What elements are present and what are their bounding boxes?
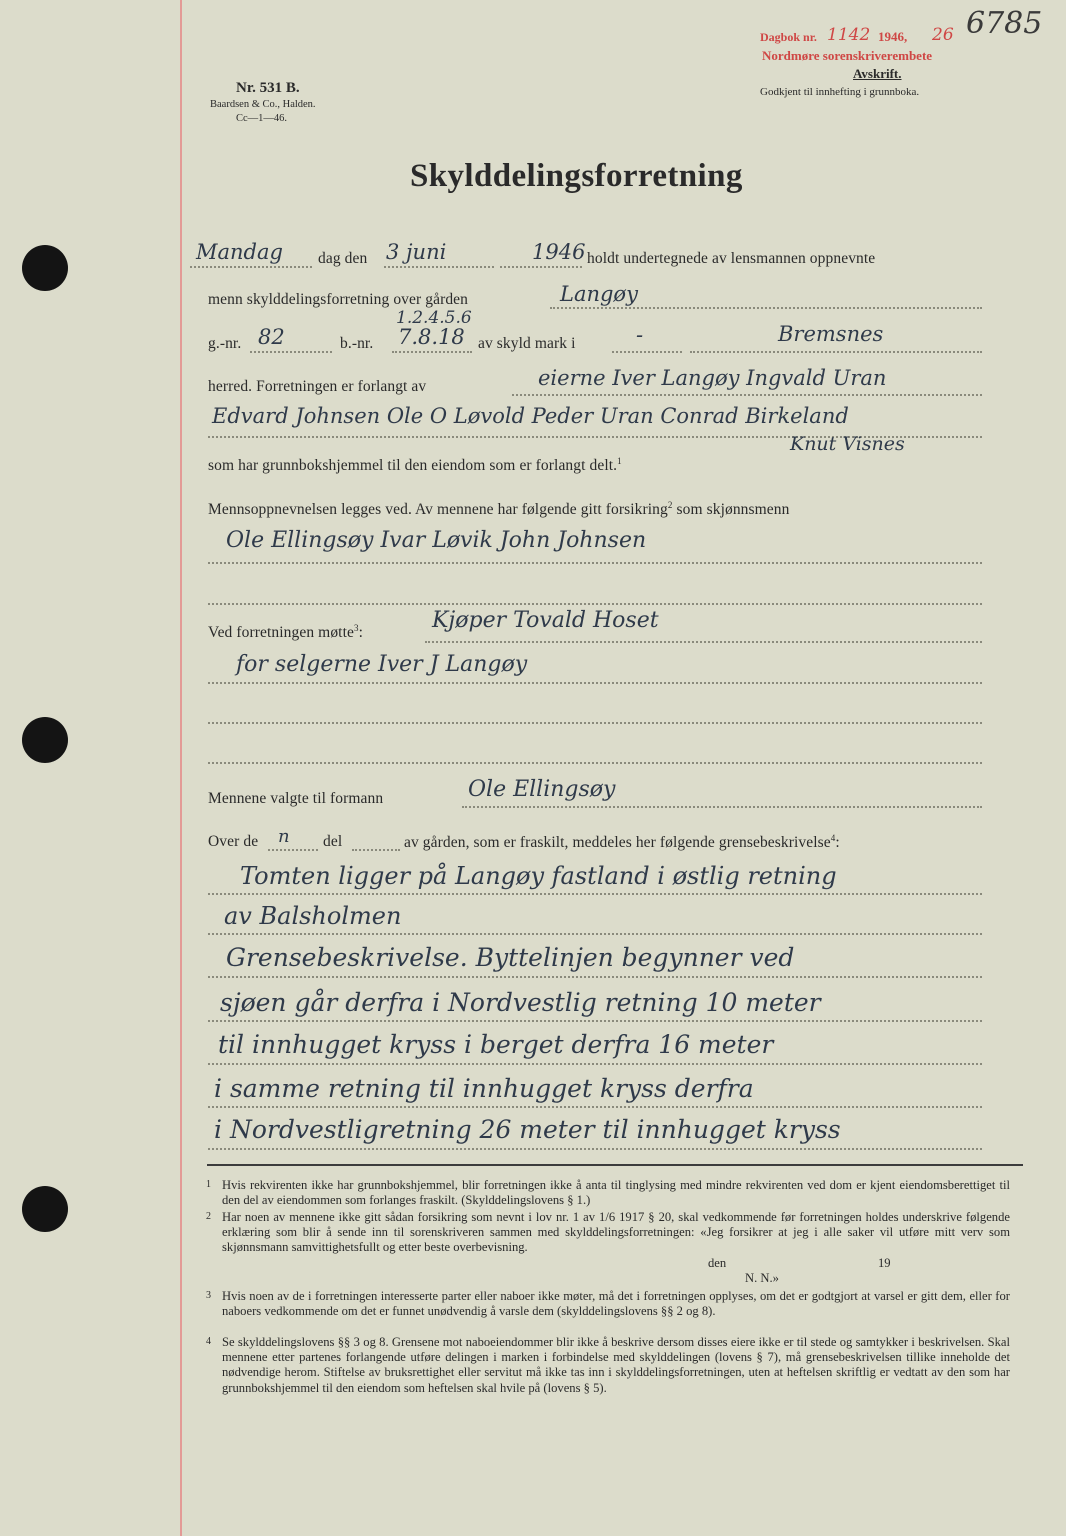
requesters-line-1: eierne Iver Langøy Ingvald Uran	[538, 366, 887, 390]
fill-line	[208, 762, 982, 764]
fill-line	[612, 351, 682, 353]
footnote-rule	[207, 1164, 1023, 1166]
fill-line	[268, 849, 318, 851]
fill-line	[208, 562, 982, 564]
fill-line	[690, 351, 982, 353]
fill-line	[208, 1148, 982, 1150]
margin-line	[180, 0, 182, 1536]
attended-line-1: Kjøper Tovald Hoset	[432, 608, 659, 633]
bnr-value: 7.8.18	[398, 325, 465, 349]
fill-line	[208, 893, 982, 895]
grunnbok-line: som har grunnbokshjemmel til den eiendom som er forlangt delt.$^1$	[208, 456, 622, 475]
publisher: Baardsen & Co., Halden.	[210, 99, 316, 110]
attended-label: Ved forretningen møtte$^3$:	[208, 623, 363, 642]
fill-line	[462, 806, 982, 808]
gnr-label: g.-nr.	[208, 335, 242, 352]
footnote-2-signature: N. N.»	[745, 1271, 779, 1285]
footnote-2-den: den	[708, 1256, 727, 1270]
form-number: Nr. 531 B.	[236, 80, 300, 96]
skyld-label: av skyld mark i	[478, 335, 576, 352]
farm-name: Langøy	[560, 282, 638, 306]
fill-line	[208, 1106, 982, 1108]
approval-note: Godkjent til innhefting i grunnboka.	[760, 86, 920, 98]
dag-den-label: dag den	[318, 250, 368, 267]
municipality: Bremsnes	[778, 322, 884, 346]
bnr-above: 1.2.4.5.6	[396, 308, 472, 328]
fill-line	[208, 603, 982, 605]
fill-line	[425, 641, 982, 643]
intro-rest: holdt undertegnede av lensmannen oppnevnte	[587, 250, 876, 267]
fill-line	[392, 351, 472, 353]
punch-hole	[22, 1186, 68, 1232]
footnote-3-number: 3	[206, 1290, 211, 1301]
attended-line-2: for selgerne Iver J Langøy	[236, 652, 528, 677]
gnr-value: 82	[258, 325, 285, 349]
stamp-diary-number: 1142	[827, 25, 871, 45]
requesters-line-3: Knut Visnes	[790, 433, 905, 455]
chair-name: Ole Ellingsøy	[468, 777, 616, 802]
stamp-page: 26	[932, 25, 954, 45]
fill-line	[190, 266, 312, 268]
stamp-year: 1946,	[878, 29, 908, 44]
menn-line: Mennsoppnevnelsen legges ved. Av mennene har følgende gitt forsikring$^2$ som skjønnsmenn	[208, 500, 790, 519]
fill-line	[208, 722, 982, 724]
description-line-1: Tomten ligger på Langøy fastland i østlig retning	[240, 862, 837, 890]
description-line-2: av Balsholmen	[224, 902, 402, 930]
fill-line	[250, 351, 332, 353]
chair-label: Mennene valgte til formann	[208, 790, 384, 807]
requesters-line-2: Edvard Johnsen Ole O Løvold Peder Uran Conrad Birkeland	[212, 404, 849, 428]
copy-label: Avskrift.	[853, 66, 902, 81]
description-line-4: sjøen går derfra i Nordvestlig retning 10 meter	[220, 988, 821, 1017]
date: 3 juni	[386, 240, 447, 264]
description-line-6: i samme retning til innhugget kryss derfra	[214, 1074, 754, 1103]
description-line-7: i Nordvestligretning 26 meter til innhugget kryss	[214, 1115, 841, 1144]
footnote-2-year: 19	[878, 1256, 891, 1270]
over-label: Over de	[208, 833, 259, 850]
fill-line	[512, 394, 982, 396]
footnote-1: Hvis rekvirenten ikke har grunnbokshjemmel, blir forretningen ikke å anta til tinglysing med mindre rekvirenten ved dom er kjent eiendomsberettiget til den del av eiendommen som forlanges fraskilt. (Skylddelingslovens § 1.)	[222, 1178, 1010, 1208]
description-line-3: Grensebeskrivelse. Byttelinjen begynner ved	[226, 943, 795, 972]
archive-ref: 6785	[966, 6, 1043, 41]
assessors: Ole Ellingsøy Ivar Løvik John Johnsen	[226, 528, 647, 553]
description-line-5: til innhugget kryss i berget derfra 16 meter	[218, 1030, 774, 1059]
weekday: Mandag	[196, 240, 283, 264]
stamp-court-name: Nordmøre sorenskriverembete	[762, 48, 933, 63]
footnote-2: Har noen av mennene ikke gitt sådan forsikring som nevnt i lov nr. 1 av 1/6 1917 § 20, skal vedkommende før forretningen holdes underskrive følgende erklæring som blir å sende inn til sorenskriveren sammen med skylddelingsforretningen: «Jeg forsikrer at jeg i alle saker vil utføre mitt verv som skjønnsmann samvittighetsfullt og etter beste overbevisning.	[222, 1210, 1010, 1255]
fill-line	[550, 307, 982, 309]
page-title: Skylddelingsforretning	[410, 158, 743, 194]
herred-label: herred. Forretningen er forlangt av	[208, 378, 427, 395]
footnote-4: Se skylddelingslovens §§ 3 og 8. Grensene mot naboeiendommer blir ikke å beskrive dersom disses eiere ikke er til stede og samtykker i beskrivelsen. Skal mennene etter partenes forlangende utføre delingen i marken i forbindelse med skylddelingen (lovens § 7), må grensebeskrivelsen tillike inneholde det nødvendige herom. Stiftelse av bruksrettighet eller servitut må ikke tas inn i skylddelingsforretningen, uten at heftelsen skriftlig er vedtatt av den som har grunnbokshjemmel til den eiendom som heftelsen skal hvile på (lovens § 5).	[222, 1335, 1010, 1395]
year: 1946	[532, 240, 586, 264]
over-rest: av gården, som er fraskilt, meddeles her følgende grensebeskrivelse$^4$:	[404, 833, 840, 852]
footnote-4-number: 4	[206, 1336, 211, 1347]
over-del: del	[323, 833, 343, 850]
fill-line	[208, 1063, 982, 1065]
fill-line	[208, 933, 982, 935]
footnote-2-number: 2	[206, 1211, 211, 1222]
skyld-dash: -	[636, 323, 644, 347]
fill-line	[208, 976, 982, 978]
print-code: Cc—1—46.	[236, 113, 288, 124]
fill-line	[500, 266, 582, 268]
farm-label: menn skylddelingsforretning over gården	[208, 291, 469, 308]
fill-line	[384, 266, 494, 268]
footnote-3: Hvis noen av de i forretningen interesserte parter eller naboer ikke møter, må det i forretningen opplyses, om det er godtgjort at varsel er gitt dem, eller for naboers vedkommende om det er funnet unødvendig å varsle dem (skylddelingslovens §§ 2 og 8).	[222, 1289, 1010, 1319]
fill-line	[208, 1020, 982, 1022]
fill-line	[208, 682, 982, 684]
footnote-1-number: 1	[206, 1179, 211, 1190]
punch-hole	[22, 717, 68, 763]
stamp-diary-label: Dagbok nr.	[760, 30, 817, 44]
punch-hole	[22, 245, 68, 291]
bnr-label: b.-nr.	[340, 335, 374, 352]
fill-line	[352, 849, 400, 851]
over-handwritten: n	[278, 826, 290, 847]
